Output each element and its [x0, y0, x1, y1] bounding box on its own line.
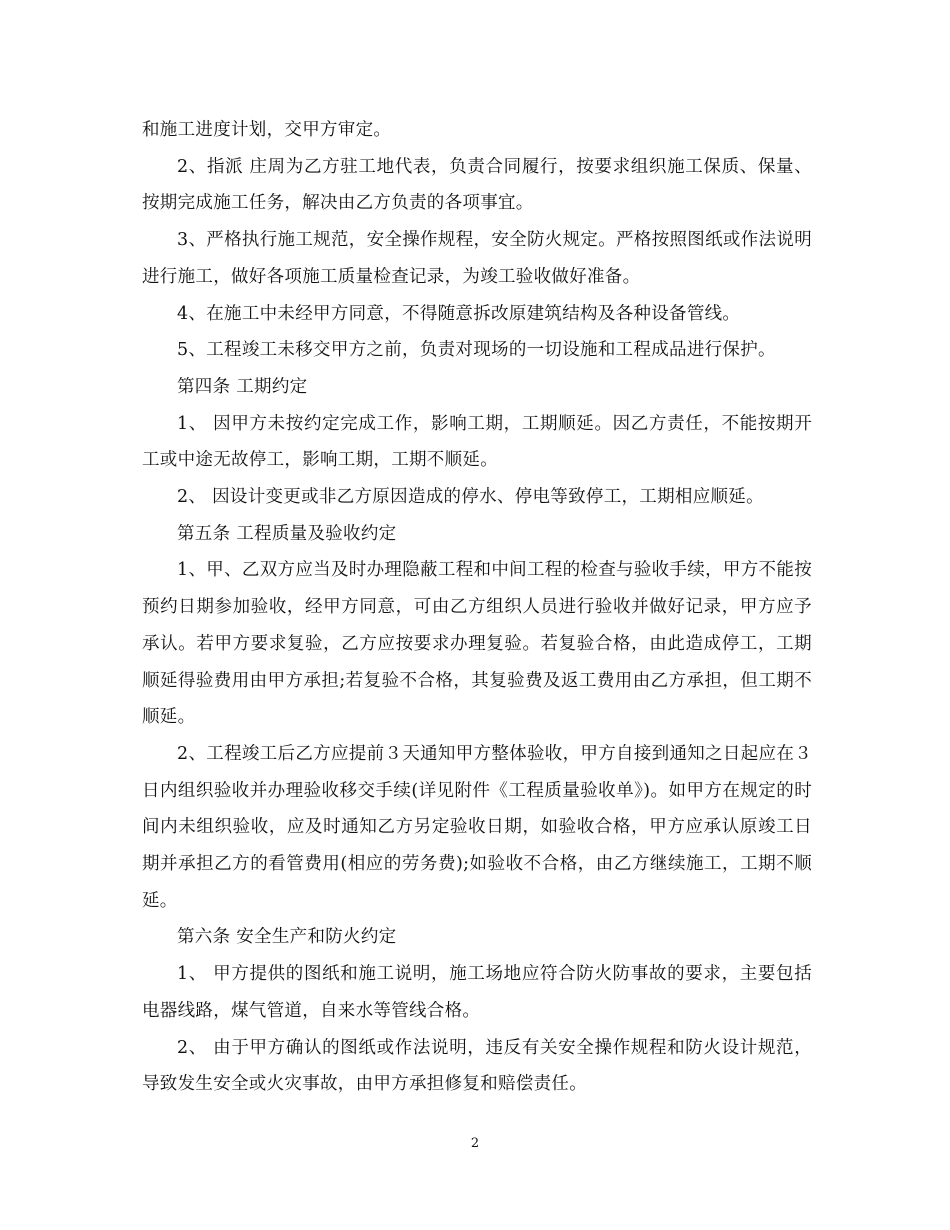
paragraph-14: 2、 由于甲方确认的图纸或作法说明，违反有关安全操作规程和防火设计规范，导致发生安全或火灾事故，由甲方承担修复和赔偿责任。 — [142, 1037, 812, 1095]
paragraph-1: 和施工进度计划，交甲方审定。 — [142, 120, 392, 140]
paragraph-8: 2、 因设计变更或非乙方原因造成的停水、停电等致停工，工期相应顺延。 — [177, 487, 764, 508]
section-heading-article-4: 第四条 工期约定 — [177, 376, 308, 397]
paragraph-4: 4、在施工中未经甲方同意，不得随意拆改原建筑结构及各种设备管线。 — [177, 303, 741, 324]
document-body — [142, 112, 812, 1103]
paragraph-3: 3、严格执行施工规范，安全操作规程，安全防火规定。严格按照图纸或作法说明进行施工，做好各项施工质量检查记录，为竣工验收做好准备。 — [142, 230, 812, 287]
paragraph-5: 5、工程竣工未移交甲方之前，负责对现场的一切设施和工程成品进行保护。 — [177, 340, 776, 361]
section-heading-article-5: 第五条 工程质量及验收约定 — [177, 523, 397, 544]
paragraph-11: 2、工程竣工后乙方应提前３天通知甲方整体验收，甲方自接到通知之日起应在３日内组织验收并办理验收移交手续(详见附件《工程质量验收单》)。如甲方在规定的时间内未组织验收，应及时通知乙方另定验收日期，如验收合格，甲方应承认原竣工日期并承担乙方的看管费用(相应的劳务费);如验收不合格，由乙方继续施工，工期不顺延。 — [142, 743, 812, 911]
section-heading-article-6: 第六条 安全生产和防火约定 — [177, 927, 397, 948]
paragraph-7: 1、 因甲方未按约定完成工作，影响工期，工期顺延。因乙方责任，不能按期开工或中途无故停工，影响工期，工期不顺延。 — [142, 413, 812, 471]
paragraph-10: 1、甲、乙双方应当及时办理隐蔽工程和中间工程的检查与验收手续，甲方不能按预约日期参加验收，经甲方同意，可由乙方组织人员进行验收并做好记录，甲方应予承认。若甲方要求复验，乙方应按要求办理复验。若复验合格，由此造成停工，工期顺延得验费用由甲方承担;若复验不合格，其复验费及返工费用由乙方承担，但工期不顺延。 — [142, 560, 812, 728]
paragraph-2: 2、指派 庄周为乙方驻工地代表，负责合同履行，按要求组织施工保质、保量、按期完成施工任务，解决由乙方负责的各项事宜。 — [142, 156, 812, 214]
paragraph-13: 1、 甲方提供的图纸和施工说明，施工场地应符合防火防事故的要求，主要包括电器线路，煤气管道，自来水等管线合格。 — [142, 964, 812, 1021]
page-number: 2 — [470, 1136, 480, 1151]
